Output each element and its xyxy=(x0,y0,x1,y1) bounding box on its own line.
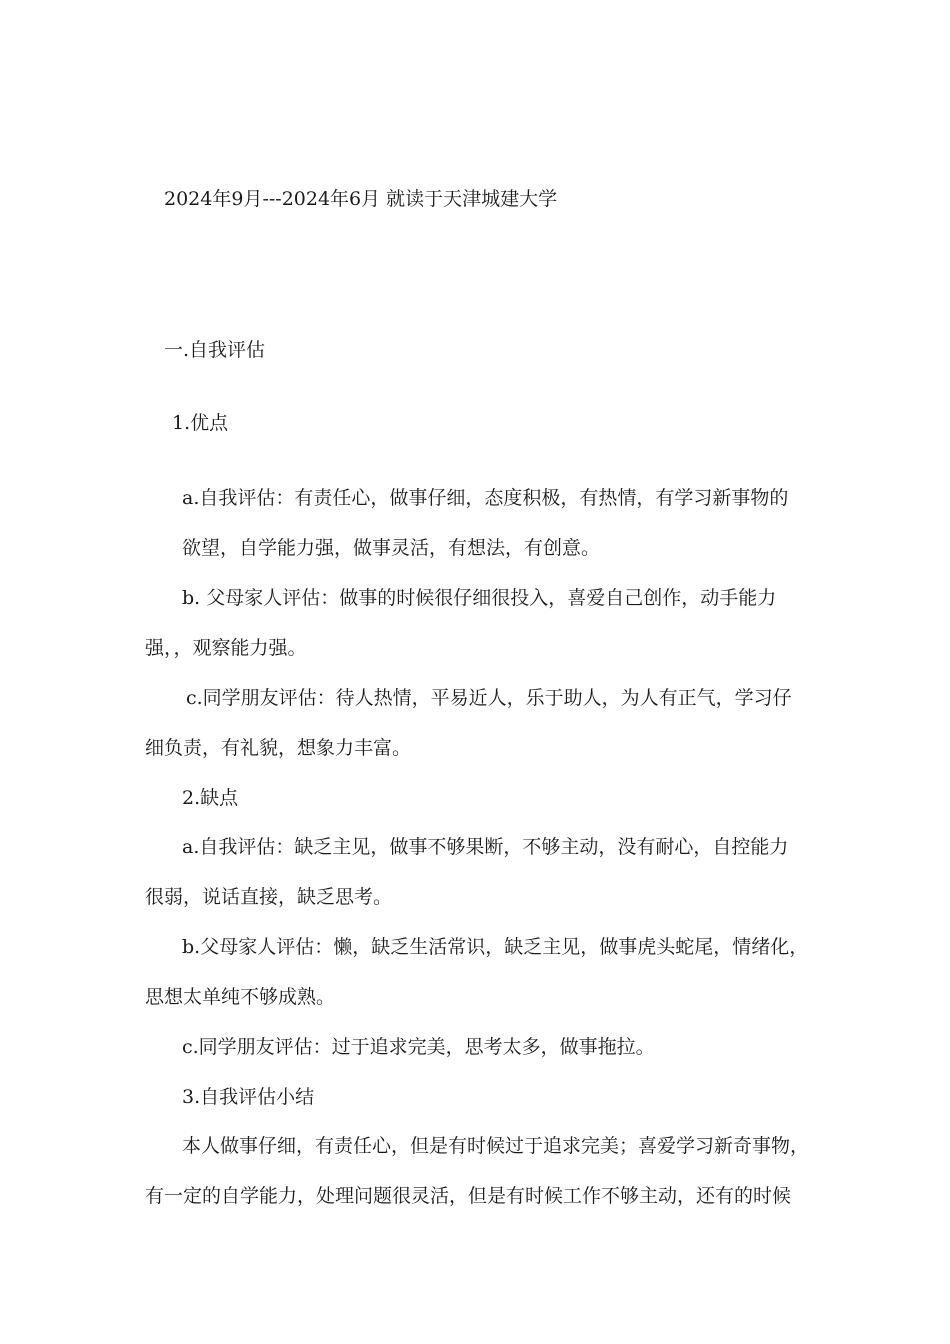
strength-a-line-2: 欲望，自学能力强，做事灵活，有想法，有创意。 xyxy=(182,537,601,559)
weakness-b-line-1: b.父母家人评估：懒，缺乏生活常识，缺乏主见，做事虎头蛇尾，情绪化， xyxy=(182,936,809,958)
weakness-b-line-2: 思想太单纯不够成熟。 xyxy=(145,986,336,1008)
strength-c-line-1: c.同学朋友评估：待人热情，平易近人，乐于助人，为人有正气，学习仔 xyxy=(186,687,792,709)
strength-c-line-2: 细负责，有礼貌，想象力丰富。 xyxy=(145,737,412,759)
study-period: 2024年9月---2024年6月 就读于天津城建大学 xyxy=(164,188,558,210)
weakness-a-line-1: a.自我评估：缺乏主见，做事不够果断，不够主动，没有耐心，自控能力 xyxy=(182,836,789,858)
section-title: 一.自我评估 xyxy=(164,339,266,361)
strength-b-line-1: b. 父母家人评估：做事的时候很仔细很投入，喜爱自己创作，动手能力 xyxy=(182,587,777,609)
strengths-title: 1.优点 xyxy=(172,412,229,434)
summary-line-1: 本人做事仔细，有责任心，但是有时候过于追求完美；喜爱学习新奇事物， xyxy=(182,1135,810,1157)
summary-title: 3.自我评估小结 xyxy=(182,1086,315,1108)
strength-b-line-2: 强，，观察能力强。 xyxy=(145,637,307,659)
weaknesses-title: 2.缺点 xyxy=(182,787,239,809)
strength-a-line-1: a.自我评估：有责任心，做事仔细，态度积极，有热情，有学习新事物的 xyxy=(182,487,789,509)
weakness-a-line-2: 很弱，说话直接，缺乏思考。 xyxy=(145,886,393,908)
summary-line-2: 有一定的自学能力，处理问题很灵活，但是有时候工作不够主动，还有的时候 xyxy=(145,1185,792,1207)
weakness-c-line-1: c.同学朋友评估：过于追求完美，思考太多，做事拖拉。 xyxy=(182,1036,655,1058)
